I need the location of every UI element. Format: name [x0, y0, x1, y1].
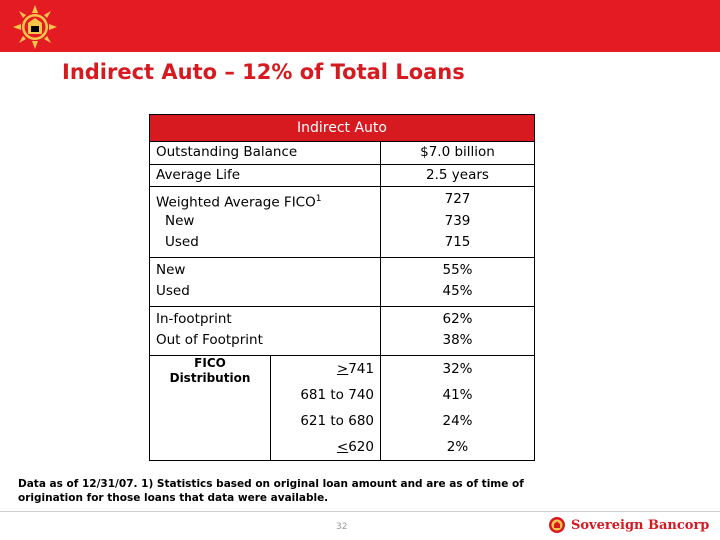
fico-range: 621 to 680: [300, 412, 374, 429]
table-row-fico: [150, 187, 535, 258]
footer-divider: [0, 511, 720, 512]
table-row-fico-distribution: [150, 355, 535, 460]
fico-range: >741: [336, 360, 374, 377]
row-value: 2.5 years: [426, 166, 489, 183]
indirect-auto-table: [149, 114, 535, 461]
in-footprint-label: In-footprint: [156, 310, 232, 327]
in-footprint-value: 62%: [442, 310, 473, 327]
footnote-line: origination for those loans that data were available.: [18, 491, 329, 504]
table-header-row: [150, 115, 535, 142]
mix-used-label: Used: [156, 283, 190, 299]
out-footprint-label: Out of Footprint: [156, 332, 263, 348]
brand-name: Sovereign Bancorp: [571, 517, 710, 533]
row-value: $7.0 billion: [420, 144, 495, 160]
fico-label: Weighted Average FICO$^1$: [156, 194, 322, 211]
fico-used-value: 715: [444, 234, 471, 250]
mix-new-value: 55%: [442, 261, 473, 278]
fico-pct: 24%: [442, 412, 473, 429]
table-row-mix: [150, 257, 535, 306]
fico-distribution-label: FICO Distribution: [150, 355, 271, 460]
footnote: [18, 478, 538, 505]
fico-pct: 32%: [442, 360, 473, 377]
fico-new-label: New: [165, 212, 195, 229]
brand-logo: [548, 514, 709, 536]
page-title: Indirect Auto – 12% of Total Loans: [62, 60, 465, 84]
table-row-footprint: [150, 306, 535, 355]
fico-new-value: 739: [444, 212, 471, 229]
table-row: [150, 142, 535, 165]
sovereign-crest-small-icon: [548, 516, 566, 534]
mix-new-label: New: [156, 261, 186, 278]
top-banner: [0, 0, 720, 52]
row-label: Average Life: [156, 166, 241, 183]
footnote-marker: 1: [315, 194, 322, 204]
fico-used-label: Used: [165, 234, 199, 250]
fico-value: 727: [444, 191, 471, 207]
fico-range: <620: [336, 438, 374, 455]
page-number: 32: [336, 522, 348, 532]
table-row: [150, 164, 535, 187]
fico-pct: 41%: [442, 386, 473, 403]
mix-used-value: 45%: [442, 283, 473, 299]
footnote-line: Data as of 12/31/07. 1) Statistics based on original loan amount and are as of time of: [18, 478, 524, 490]
out-footprint-value: 38%: [442, 332, 473, 348]
table-heading: Indirect Auto: [150, 115, 535, 142]
fico-pct: 2%: [446, 438, 469, 455]
fico-range: 681 to 740: [300, 386, 374, 403]
row-label: Outstanding Balance: [156, 144, 298, 160]
sovereign-crest-icon: [12, 4, 58, 50]
